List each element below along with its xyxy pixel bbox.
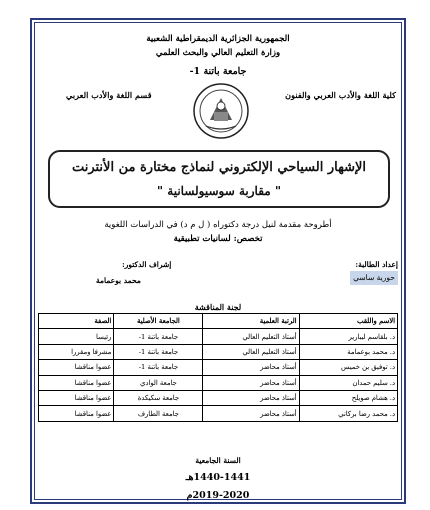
header-role: الصفة — [39, 314, 114, 329]
jury-table — [38, 313, 398, 422]
jury-role: عضوا مناقشا — [39, 390, 114, 405]
table-row — [39, 329, 398, 344]
department-name: قسم اللغة والأدب العربي — [66, 90, 152, 100]
supervisor-label: إشراف الدكتور: — [122, 260, 172, 269]
jury-university: جامعة باتنة 1- — [114, 329, 203, 344]
jury-rank: أستاذ محاضر — [203, 375, 299, 390]
jury-name: د. توفيق بن خميس — [299, 360, 397, 375]
jury-university: جامعة باتنة 1- — [114, 344, 203, 359]
table-row — [39, 360, 398, 375]
ministry-header: وزارة التعليم العالي والبحث العلمي — [155, 48, 281, 58]
jury-name: د. بلقاسم ليبارير — [299, 329, 397, 344]
specialization: تخصص: لسانيات تطبيقية — [173, 234, 263, 244]
thesis-title: الإشهار السياحي الإلكتروني لنماذج مختارة من الأنترنت — [71, 160, 367, 175]
table-header-row — [39, 314, 398, 329]
header-name: الاسم واللقب — [299, 314, 397, 329]
jury-university: جامعة باتنة 1- — [114, 360, 203, 375]
university-name: جامعة باتنة 1- — [189, 66, 247, 77]
thesis-subtitle: " مقاربة سوسيولسانية " — [156, 184, 282, 198]
jury-rank: أستاذ محاضر — [203, 360, 299, 375]
student-label: إعداد الطالبة: — [355, 260, 398, 269]
jury-name: د. سليم حمدان — [299, 375, 397, 390]
university-emblem-icon — [192, 82, 250, 140]
thesis-note: أطروحة مقدمة لنيل درجة دكتوراه ( ل م د) في الدراسات اللغوية — [104, 220, 332, 230]
cover-page — [30, 18, 406, 504]
table-row — [39, 390, 398, 405]
jury-role: رئيسا — [39, 329, 114, 344]
jury-name: د. محمد رضا بركاني — [299, 406, 397, 421]
supervisor-name: محمد بوعمامة — [96, 276, 141, 285]
jury-role: عضوا مناقشا — [39, 406, 114, 421]
table-row — [39, 406, 398, 421]
thesis-title-box — [48, 150, 390, 208]
jury-rank: أستاذ التعليم العالي — [203, 344, 299, 359]
header-rank: الرتبة العلمية — [203, 314, 299, 329]
faculty-name: كلية اللغة والأدب العربي والفنون — [285, 90, 396, 100]
jury-university: جامعة الطارف — [114, 406, 203, 421]
jury-role: عضوا مناقشا — [39, 360, 114, 375]
jury-role: مشرفا ومقررا — [39, 344, 114, 359]
student-name: حورية ساسي — [350, 271, 398, 285]
jury-rank: أستاذ التعليم العالي — [203, 329, 299, 344]
republic-header: الجمهورية الجزائرية الديمقراطية الشعبية — [146, 34, 290, 44]
jury-rank: أستاذ محاضر — [203, 390, 299, 405]
academic-year-hijri: 1440-1441هـ — [185, 472, 251, 483]
jury-name: د. هشام صويلح — [299, 390, 397, 405]
header-university: الجامعة الأصلية — [114, 314, 203, 329]
table-row — [39, 344, 398, 359]
committee-title: لجنة المناقشة — [194, 302, 242, 312]
jury-name: د. محمد بوعمامة — [299, 344, 397, 359]
table-row — [39, 375, 398, 390]
jury-university: جامعة الوادي — [114, 375, 203, 390]
academic-year-label: السنة الجامعية — [195, 456, 241, 465]
jury-role: عضوا مناقشا — [39, 375, 114, 390]
jury-university: جامعة سكيكدة — [114, 390, 203, 405]
academic-year-gregorian: 2019-2020م — [186, 490, 250, 501]
jury-rank: أستاذ محاضر — [203, 406, 299, 421]
